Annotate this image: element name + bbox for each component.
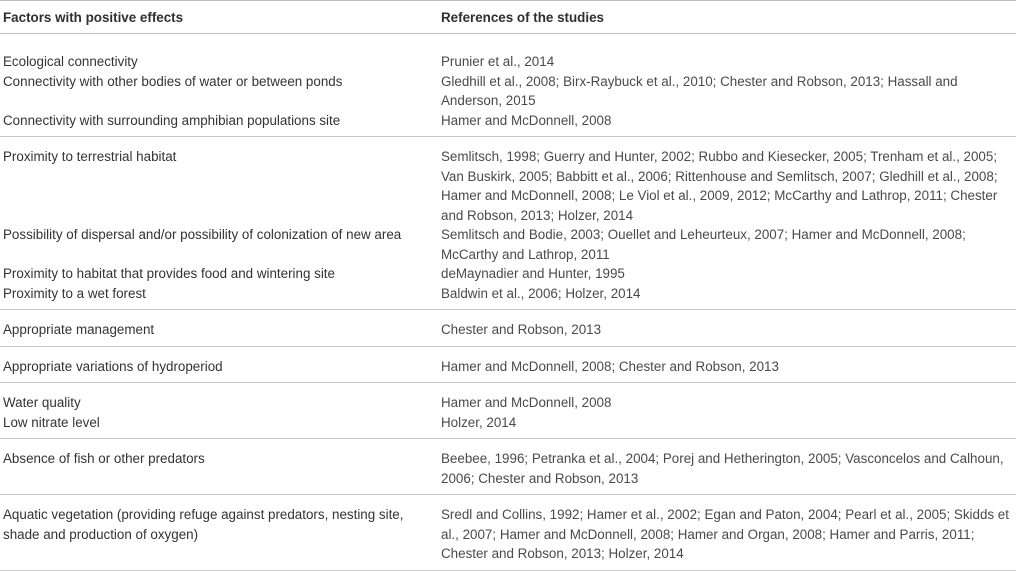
table-row [0, 393, 1016, 413]
references-cell: Hamer and McDonnell, 2008 [441, 112, 612, 128]
references-cell: Sredl and Collins, 1992; Hamer et al., 2002; Egan and Paton, 2004; Pearl et al., 2005; Skidds et al., 2007; Hamer and McDonnell, 2008; Hamer and Organ, 2008; Hamer and Parris, 2011; Chester and Robson, 2013; Holzer, 2014 [441, 507, 1009, 561]
table-row [0, 264, 1016, 284]
table-row-group [0, 137, 1016, 310]
factor-cell: Aquatic vegetation (providing refuge against predators, nesting site, shade and production of oxygen) [3, 507, 404, 542]
table-row [0, 147, 1016, 225]
references-cell: Gledhill et al., 2008; Birx-Raybuck et al., 2010; Chester and Robson, 2013; Hassall and Anderson, 2015 [441, 73, 958, 108]
factor-cell: Low nitrate level [3, 414, 100, 430]
references-cell: Hamer and McDonnell, 2008 [441, 395, 612, 410]
factor-cell: Absence of fish or other predators [3, 451, 205, 466]
table-row [0, 320, 1016, 340]
header-references: References of the studies [441, 9, 604, 25]
references-cell: Semlitsch, 1998; Guerry and Hunter, 2002; Rubbo and Kiesecker, 2005; Trenham et al., 2005; Van Buskirk, 2005; Babbitt et al., 2006; Rittenhouse and Semlitsch, 2007; Gledhill et al., 2008; Hamer and McDonnell, 2008; Le Viol et al., 2009, 2012; McCarthy and Lathrop, 2011; Chester and Robson, 2013; Holzer, 2014 [441, 149, 998, 223]
table-header [0, 1, 1016, 34]
references-cell: Prunier et al., 2014 [441, 54, 555, 69]
factor-cell: Appropriate variations of hydroperiod [3, 358, 223, 374]
table-row [0, 413, 1016, 433]
references-cell: Hamer and McDonnell, 2008; Chester and Robson, 2013 [441, 358, 779, 374]
table-row [0, 72, 1016, 111]
factor-cell: Possibility of dispersal and/or possibility of colonization of new area [3, 227, 402, 242]
header-factors: Factors with positive effects [3, 9, 184, 25]
table-row [0, 225, 1016, 264]
references-cell: Baldwin et al., 2006; Holzer, 2014 [441, 285, 641, 301]
factor-cell: Water quality [3, 395, 81, 410]
references-cell: Beebee, 1996; Petranka et al., 2004; Porej and Hetherington, 2005; Vasconcelos and Calhoun, 2006; Chester and Robson, 2013 [441, 451, 1004, 486]
table-row [0, 52, 1016, 72]
factor-cell: Connectivity with other bodies of water or between ponds [3, 73, 343, 89]
references-cell: deMaynadier and Hunter, 1995 [441, 266, 625, 281]
table-row-group [0, 34, 1016, 137]
table-row [0, 449, 1016, 488]
factor-cell: Connectivity with surrounding amphibian populations site [3, 112, 341, 128]
table-row [0, 111, 1016, 131]
references-cell: Semlitsch and Bodie, 2003; Ouellet and Leheurteux, 2007; Hamer and McDonnell, 2008; McCarthy and Lathrop, 2011 [441, 227, 966, 262]
references-cell: Chester and Robson, 2013 [441, 322, 602, 337]
table-body [0, 34, 1016, 571]
table-row-group [0, 383, 1016, 439]
references-cell: Holzer, 2014 [441, 414, 517, 430]
table-row [0, 505, 1016, 564]
table-row [0, 284, 1016, 304]
factor-cell: Proximity to a wet forest [3, 285, 146, 301]
factor-cell: Appropriate management [3, 322, 155, 337]
table-row-group [0, 439, 1016, 495]
factor-cell: Proximity to terrestrial habitat [3, 149, 177, 164]
table-row-group [0, 310, 1016, 347]
factor-cell: Ecological connectivity [3, 54, 138, 69]
table-row-group [0, 347, 1016, 384]
factor-cell: Proximity to habitat that provides food and wintering site [3, 266, 335, 281]
table-row [0, 357, 1016, 377]
table-row-group [0, 495, 1016, 571]
